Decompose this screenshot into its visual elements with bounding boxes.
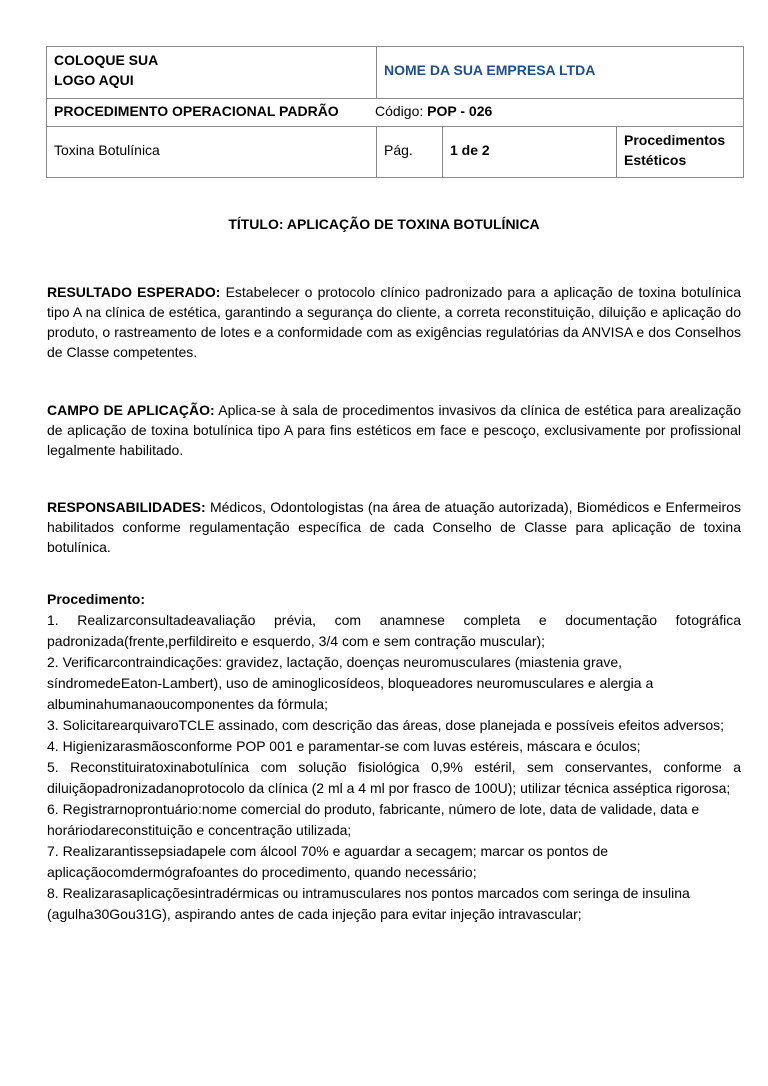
resultado-label: RESULTADO ESPERADO:	[47, 284, 221, 300]
procedure-step: 1. Realizarconsultadeavaliação prévia, com anamnese completa e documentação fotográfica padronizada(frente,perfildireito e esquerdo, 3/4 com e sem contração muscular);	[47, 612, 741, 649]
category-line1: Procedimentos	[624, 132, 726, 148]
procedure-step: 7. Realizarantissepsiadapele com álcool 70% e aguardar a secagem; marcar os pontos de aplicaçãocomdermógrafoantes do procedimento, quando necessário;	[47, 843, 609, 880]
logo-placeholder-line2: LOGO AQUI	[54, 72, 134, 88]
header-table	[46, 46, 744, 178]
procedure-step: 3. SolicitarearquivaroTCLE assinado, com descrição das áreas, dose planejada e possíveis efeitos adversos;	[47, 717, 725, 733]
campo-label: CAMPO DE APLICAÇÃO:	[47, 402, 215, 418]
responsabilidades-section	[47, 497, 741, 557]
page-number: 1 de 2	[450, 142, 490, 158]
procedure-step: 6. Registrarnoprontuário:nome comercial do produto, fabricante, número de lote, data de validade, data e horáriodareconstituição e concentração utilizada;	[47, 801, 700, 838]
codigo	[375, 101, 492, 121]
resultado-esperado-section	[47, 282, 741, 362]
company-name: NOME DA SUA EMPRESA LTDA	[384, 62, 596, 78]
codigo-label: Código:	[375, 103, 428, 119]
responsabilidades-text: Médicos, Odontologistas (na área de atuação autorizada), Biomédicos e Enfermeiros habilitados conforme regulamentação específica de cada Conselho de Classe para aplicação de toxina botulínica.	[47, 499, 741, 555]
procedure-step: 4. Higienizarasmãosconforme POP 001 e paramentar-se com luvas estéreis, máscara e óculos;	[47, 738, 641, 754]
procedure-step: 5. Reconstituiratoxinabotulínica com solução fisiológica 0,9% estéril, sem conservantes, conforme a diluiçãopadronizadanoprotocolo da clínica (2 ml a 4 ml por frasco de 100U); utilizar técnica asséptica rigorosa;	[47, 759, 741, 796]
document-title: TÍTULO: APLICAÇÃO DE TOXINA BOTULÍNICA	[228, 216, 540, 232]
pop-title: PROCEDIMENTO OPERACIONAL PADRÃO	[54, 103, 339, 119]
procedure-step: 8. Realizarasaplicaçõesintradérmicas ou intramusculares nos pontos marcados com seringa de insulina (agulha30Gou31G), aspirando antes de cada injeção para evitar injeção intravascular;	[47, 885, 690, 922]
procedimento-section	[47, 589, 741, 925]
campo-aplicacao-section	[47, 400, 741, 460]
procedimento-heading: Procedimento:	[47, 591, 146, 607]
logo-placeholder-line1: COLOQUE SUA	[54, 52, 159, 68]
campo-text: Aplica-se à sala de procedimentos invasivos da clínica de estética para arealização de aplicação de toxina botulínica tipo A para fins estéticos em face e pescoço, exclusivamente por profissional legalmente habilitado.	[47, 402, 741, 458]
responsabilidades-label: RESPONSABILIDADES:	[47, 499, 206, 515]
page-label: Pág.	[384, 142, 413, 158]
subject-cell: Toxina Botulínica	[54, 142, 160, 158]
codigo-value: POP - 026	[427, 103, 493, 119]
category-line2: Estéticos	[624, 152, 687, 168]
procedure-step: 2. Verificarcontraindicações: gravidez, lactação, doenças neuromusculares (miastenia grave, síndromedeEaton-Lambert), uso de aminoglicosídeos, bloqueadores neuromusculares e alergia a albuminahumanaoucomponentes da fórmula;	[47, 654, 654, 712]
resultado-text: Estabelecer o protocolo clínico padronizado para a aplicação de toxina botulínica tipo A na clínica de estética, garantindo a segurança do cliente, a correta reconstituição, diluição e aplicação do produto, o rastreamento de lotes e a conformidade com as exigências regulatórias da ANVISA e dos Conselhos de Classe competentes.	[47, 284, 741, 360]
